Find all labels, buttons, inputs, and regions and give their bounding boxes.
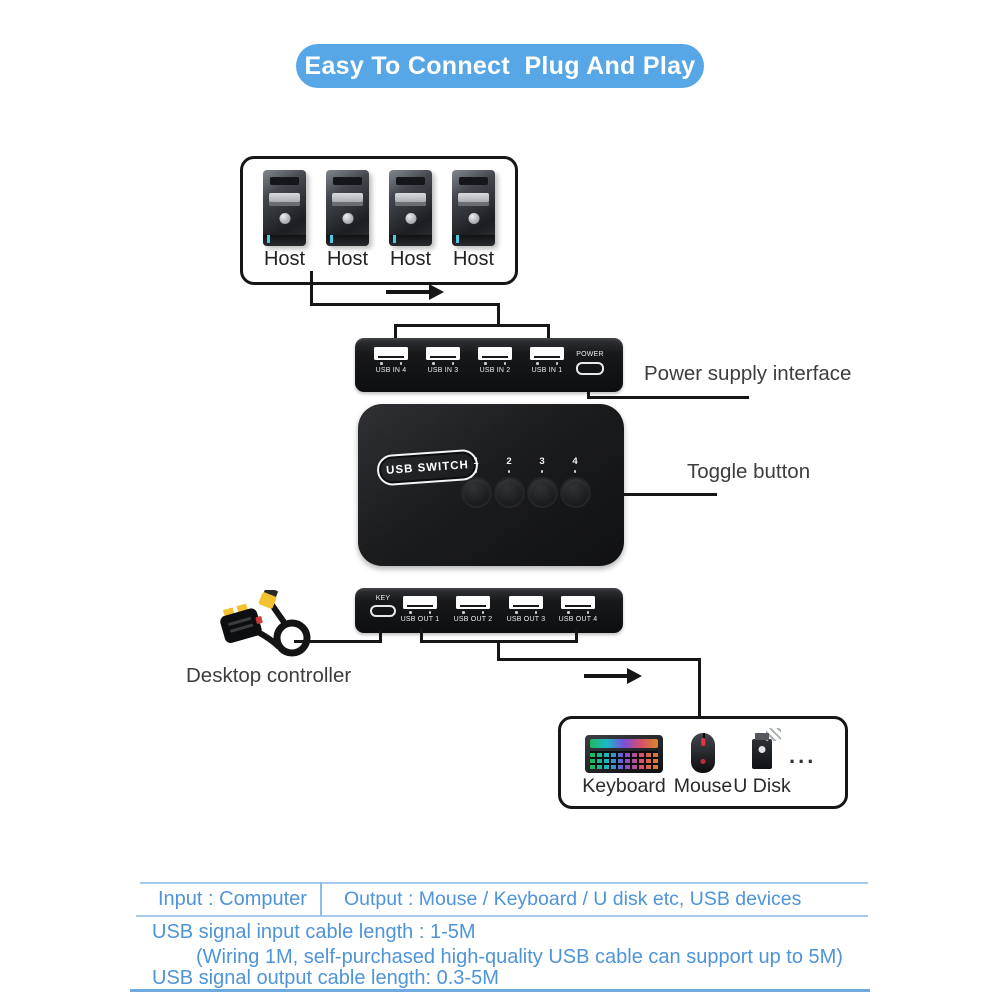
button-number: 1 [473,456,479,467]
led-dot [574,470,577,473]
usb-port-icon [509,596,543,609]
host-tower-icon [263,170,306,246]
usb-in-port-4 [371,347,411,374]
usb-port-icon [478,347,512,360]
usb-port-icon [530,347,564,360]
led-dot [475,470,478,473]
host-item [263,170,306,271]
toggle-callout: Toggle button [687,460,811,483]
device-label: Keyboard [582,775,666,797]
host-tower-icon [452,170,495,246]
table-output-cell: Output : Mouse / Keyboard / U disk etc, USB devices [344,888,802,910]
usb-port-icon [403,596,437,609]
port-pins [515,611,537,614]
host-tower-icon [389,170,432,246]
udisk-item [733,733,791,798]
led-dot [508,470,511,473]
table-row-border [136,915,868,917]
table-input-cell: Input : Computer [158,888,307,910]
connector-line [394,324,550,327]
toggle-button-4 [559,456,591,506]
port-pins [432,362,454,365]
key-port-group [365,595,401,617]
usb-in-port-label: USB IN 3 [427,366,459,374]
usb-in-panel [355,338,623,392]
host-item [326,170,369,271]
keyboard-icon [585,735,663,773]
mouse-icon [691,733,715,773]
usb-in-port-1 [527,347,567,374]
host-label: Host [389,248,432,270]
usb-out-port-label: USB OUT 1 [400,615,440,623]
port-pins [380,362,402,365]
brand-label: USB SWITCH [385,458,470,477]
connector-line [497,658,701,661]
usb-out-port-3 [506,596,546,623]
led-dot [541,470,544,473]
port-pins [536,362,558,365]
banner-pill [296,44,704,88]
usbc-port-icon [370,605,396,617]
arrow-right-icon [386,290,430,294]
ellipsis-more: ... [789,743,817,768]
note-output-length: USB signal output cable length: 0.3-5M [152,967,499,989]
usb-out-port-label: USB OUT 4 [558,615,598,623]
output-devices-box [558,716,848,809]
connector-line [621,493,717,496]
host-label: Host [452,248,495,270]
host-tower-icon [326,170,369,246]
toggle-button-1 [460,456,492,506]
push-button-icon [463,479,490,506]
push-button-icon [562,479,589,506]
connector-line [310,303,500,306]
usb-out-port-1 [400,596,440,623]
device-label: U Disk [733,775,791,797]
usb-out-port-4 [558,596,598,623]
button-number: 2 [506,456,512,467]
button-number: 3 [539,456,545,467]
push-button-icon [496,479,523,506]
keyboard-item [583,735,665,798]
power-port-group [572,351,608,375]
usb-out-port-label: USB OUT 2 [453,615,493,623]
usb-switch-device [358,404,624,566]
table-divider [320,882,322,917]
banner-label: Easy To Connect Plug And Play [304,51,696,80]
bottom-border [130,989,870,992]
usb-in-port-label: USB IN 2 [479,366,511,374]
desktop-controller-icon [216,590,328,664]
udisk-icon [752,739,772,769]
port-pins [409,611,431,614]
note-input-length: USB signal input cable length : 1-5M [152,921,476,943]
table-top-border [140,882,868,884]
usb-port-icon [561,596,595,609]
usb-port-icon [426,347,460,360]
host-label: Host [263,248,306,270]
usb-in-port-3 [423,347,463,374]
button-number: 4 [572,456,578,467]
usb-port-icon [456,596,490,609]
connector-line [310,271,313,306]
connector-line [547,324,550,339]
device-label: Mouse [673,775,733,797]
host-group-box [240,156,518,285]
port-pins [484,362,506,365]
note-wiring: (Wiring 1M, self-purchased high-quality USB cable can support up to 5M) [196,946,843,968]
usb-out-port-label: USB OUT 3 [506,615,546,623]
toggle-button-3 [526,456,558,506]
controller-callout: Desktop controller [186,664,352,687]
power-label: POWER [576,351,604,358]
arrow-right-icon [584,674,628,678]
power-supply-callout: Power supply interface [644,362,852,385]
connector-line [698,658,701,718]
usb-in-port-label: USB IN 1 [531,366,563,374]
host-item [389,170,432,271]
host-item [452,170,495,271]
mouse-item [675,733,731,798]
toggle-button-2 [493,456,525,506]
port-pins [462,611,484,614]
host-label: Host [326,248,369,270]
usb-in-port-label: USB IN 4 [375,366,407,374]
push-button-icon [529,479,556,506]
key-label: KEY [375,595,391,602]
usb-out-port-2 [453,596,493,623]
connector-line [394,324,397,339]
usb-in-port-2 [475,347,515,374]
usb-out-panel [355,588,623,633]
power-port-icon [576,362,604,375]
port-pins [567,611,589,614]
connector-line [587,396,749,399]
usb-port-icon [374,347,408,360]
